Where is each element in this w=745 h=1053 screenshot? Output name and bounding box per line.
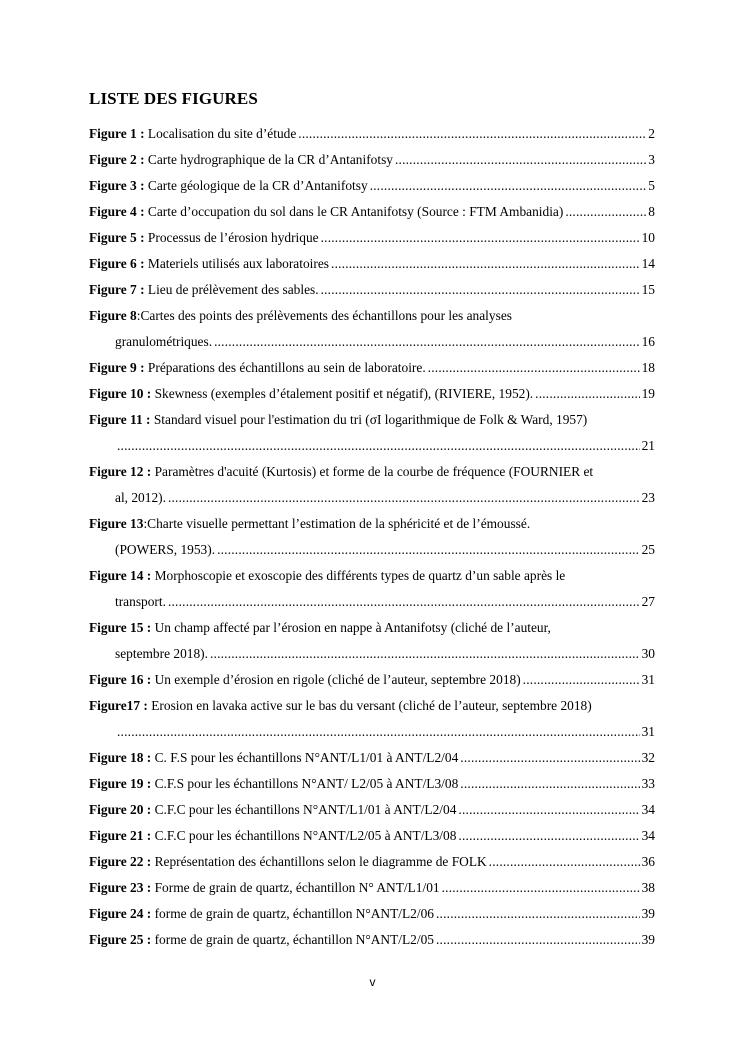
page-number: 25 — [641, 542, 655, 557]
toc-entry-line — [89, 355, 655, 381]
figure-label: Figure 3 : — [89, 178, 145, 193]
figure-label: Figure17 : — [89, 698, 148, 713]
figure-title: transport. — [115, 594, 166, 609]
page-number: 16 — [641, 334, 655, 349]
dot-leader — [210, 641, 640, 667]
toc-entry-line — [89, 667, 655, 693]
page-number: 33 — [641, 776, 655, 791]
figure-title: Skewness (exemples d’étalement positif et négatif), (RIVIERE, 1952). — [154, 386, 534, 401]
figure-label: Figure 2 : — [89, 152, 145, 167]
toc-entry[interactable] — [89, 277, 655, 303]
figure-title: forme de grain de quartz, échantillon N°ANT/L2/05 — [154, 932, 434, 947]
toc-entry[interactable] — [89, 199, 655, 225]
toc-entry-line — [89, 797, 655, 823]
page-number: 5 — [648, 178, 655, 193]
figure-label: Figure 22 : — [89, 854, 152, 869]
toc-entry[interactable] — [89, 407, 655, 459]
page-number: 10 — [641, 230, 655, 245]
dot-leader — [460, 745, 639, 771]
figure-title: Préparations des échantillons au sein de laboratoire. — [147, 360, 426, 375]
toc-entry[interactable] — [89, 459, 655, 511]
figure-label: Figure 5 : — [89, 230, 145, 245]
toc-entry-line — [89, 823, 655, 849]
page-number: 38 — [641, 880, 655, 895]
toc-entry-continuation — [89, 485, 655, 511]
toc-entry-line — [89, 511, 655, 537]
toc-entry[interactable] — [89, 927, 655, 953]
figure-label: Figure 12 : — [89, 464, 152, 479]
toc-entry[interactable] — [89, 849, 655, 875]
figure-label: Figure 14 : — [89, 568, 152, 583]
figure-title: C.F.C pour les échantillons N°ANT/L2/05 à ANT/L3/08 — [154, 828, 457, 843]
figure-title: Standard visuel pour l'estimation du tri (σI logarithmique de Folk & Ward, 1957) — [153, 412, 588, 427]
dot-leader — [217, 537, 640, 563]
figure-label: Figure 23 : — [89, 880, 152, 895]
dot-leader — [489, 849, 640, 875]
figure-title: Carte d’occupation du sol dans le CR Antanifotsy (Source : FTM Ambanidia) — [147, 204, 564, 219]
page-number: 2 — [648, 126, 655, 141]
figure-label: Figure 10 : — [89, 386, 152, 401]
page-number: 31 — [641, 724, 655, 739]
toc-entry-line — [89, 225, 655, 251]
toc-entry-line — [89, 745, 655, 771]
figure-label: Figure 13 — [89, 516, 144, 531]
page-number: 18 — [641, 360, 655, 375]
toc-entry-line — [89, 251, 655, 277]
toc-entry-line — [89, 459, 655, 485]
figure-list — [89, 121, 655, 953]
toc-entry[interactable] — [89, 875, 655, 901]
figure-title: Localisation du site d’étude — [147, 126, 297, 141]
figure-title: Forme de grain de quartz, échantillon N° ANT/L1/01 — [154, 880, 440, 895]
dot-leader — [168, 589, 640, 615]
dot-leader — [168, 485, 640, 511]
figure-label: Figure 7 : — [89, 282, 145, 297]
figure-label: Figure 25 : — [89, 932, 152, 947]
figure-label: Figure 9 : — [89, 360, 145, 375]
dot-leader — [442, 875, 640, 901]
toc-entry[interactable] — [89, 381, 655, 407]
toc-entry-line — [89, 693, 655, 719]
figure-label: Figure 8 — [89, 308, 137, 323]
toc-entry-continuation — [89, 537, 655, 563]
figure-label: Figure 24 : — [89, 906, 152, 921]
figure-label: Figure 19 : — [89, 776, 152, 791]
figure-title: Processus de l’érosion hydrique — [147, 230, 319, 245]
figure-title: Materiels utilisés aux laboratoires — [147, 256, 330, 271]
page-number: 34 — [641, 802, 655, 817]
toc-entry[interactable] — [89, 121, 655, 147]
toc-entry-line — [89, 771, 655, 797]
toc-entry-line — [89, 199, 655, 225]
toc-entry[interactable] — [89, 355, 655, 381]
toc-entry[interactable] — [89, 303, 655, 355]
dot-leader — [436, 901, 640, 927]
figure-label: Figure 1 : — [89, 126, 145, 141]
figure-title: Lieu de prélèvement des sables. — [147, 282, 319, 297]
figure-title: Un exemple d’érosion en rigole (cliché de l’auteur, septembre 2018) — [154, 672, 521, 687]
toc-entry[interactable] — [89, 667, 655, 693]
figure-title: Cartes des points des prélèvements des échantillons pour les analyses — [140, 308, 512, 323]
dot-leader — [298, 121, 646, 147]
toc-entry-line — [89, 901, 655, 927]
figure-title: C.F.S pour les échantillons N°ANT/ L2/05 à ANT/L3/08 — [154, 776, 459, 791]
toc-entry[interactable] — [89, 147, 655, 173]
dot-leader — [535, 381, 639, 407]
toc-entry[interactable] — [89, 615, 655, 667]
toc-entry[interactable] — [89, 797, 655, 823]
toc-entry-line — [89, 381, 655, 407]
toc-entry[interactable] — [89, 563, 655, 615]
page-number: 21 — [641, 438, 655, 453]
dot-leader — [565, 199, 646, 225]
page-number: 3 — [648, 152, 655, 167]
toc-entry-continuation — [89, 719, 655, 745]
toc-entry[interactable] — [89, 251, 655, 277]
page-number: 15 — [641, 282, 655, 297]
figure-title: Un champ affecté par l’érosion en nappe à Antanifotsy (cliché de l’auteur, — [154, 620, 551, 635]
figure-title: Charte visuelle permettant l’estimation de la sphéricité et de l’émoussé. — [147, 516, 531, 531]
dot-leader — [460, 771, 639, 797]
label-separator: : — [143, 516, 148, 531]
dot-leader — [117, 433, 640, 459]
toc-entry[interactable] — [89, 901, 655, 927]
toc-entry-line — [89, 875, 655, 901]
figure-label: Figure 16 : — [89, 672, 152, 687]
page-number: 30 — [641, 646, 655, 661]
dot-leader — [214, 329, 640, 355]
toc-entry-continuation — [89, 433, 655, 459]
label-separator: : — [136, 308, 141, 323]
toc-entry-line — [89, 277, 655, 303]
figure-title: Morphoscopie et exoscopie des différents types de quartz d’un sable après le — [154, 568, 566, 583]
toc-entry[interactable] — [89, 745, 655, 771]
page-title: LISTE DES FIGURES — [89, 89, 258, 108]
page-number: 8 — [648, 204, 655, 219]
toc-entry[interactable] — [89, 823, 655, 849]
figure-title: al, 2012). — [115, 490, 166, 505]
figure-label: Figure 18 : — [89, 750, 152, 765]
figure-title: septembre 2018). — [115, 646, 208, 661]
toc-entry[interactable] — [89, 511, 655, 563]
dot-leader — [331, 251, 640, 277]
toc-entry[interactable] — [89, 225, 655, 251]
figure-title: forme de grain de quartz, échantillon N°ANT/L2/06 — [154, 906, 434, 921]
page-number: 39 — [641, 932, 655, 947]
dot-leader — [321, 277, 640, 303]
toc-entry-continuation — [89, 641, 655, 667]
figure-title: (POWERS, 1953). — [115, 542, 216, 557]
toc-entry-line — [89, 615, 655, 641]
toc-entry-line — [89, 147, 655, 173]
toc-entry-continuation — [89, 329, 655, 355]
toc-entry-line — [89, 849, 655, 875]
figure-title: Erosion en lavaka active sur le bas du versant (cliché de l’auteur, septembre 2018) — [151, 698, 592, 713]
toc-entry[interactable] — [89, 173, 655, 199]
figure-label: Figure 15 : — [89, 620, 152, 635]
figure-label: Figure 21 : — [89, 828, 152, 843]
toc-entry-line — [89, 407, 655, 433]
dot-leader — [428, 355, 640, 381]
toc-entry-continuation — [89, 589, 655, 615]
figure-label: Figure 6 : — [89, 256, 145, 271]
toc-entry-line — [89, 927, 655, 953]
page-number: 39 — [641, 906, 655, 921]
toc-entry-line — [89, 303, 655, 329]
toc-entry-line — [89, 121, 655, 147]
toc-entry[interactable] — [89, 693, 655, 745]
figure-title: Carte géologique de la CR d’Antanifotsy — [147, 178, 368, 193]
dot-leader — [370, 173, 647, 199]
page-number: 14 — [641, 256, 655, 271]
dot-leader — [117, 719, 640, 745]
figure-label: Figure 20 : — [89, 802, 152, 817]
figure-title: Carte hydrographique de la CR d’Antanifotsy — [147, 152, 393, 167]
figure-title: Paramètres d'acuité (Kurtosis) et forme de la courbe de fréquence (FOURNIER et — [154, 464, 594, 479]
dot-leader — [321, 225, 640, 251]
toc-entry-line — [89, 173, 655, 199]
dot-leader — [395, 147, 646, 173]
toc-entry[interactable] — [89, 771, 655, 797]
page-number: 36 — [641, 854, 655, 869]
page-number: 31 — [641, 672, 655, 687]
page-number: 32 — [641, 750, 655, 765]
dot-leader — [458, 797, 639, 823]
dot-leader — [436, 927, 640, 953]
page-number: 23 — [641, 490, 655, 505]
toc-entry-line — [89, 563, 655, 589]
dot-leader — [523, 667, 640, 693]
figure-title: Représentation des échantillons selon le diagramme de FOLK — [154, 854, 487, 869]
page-number: 27 — [641, 594, 655, 609]
page-number: 19 — [641, 386, 655, 401]
page-number: 34 — [641, 828, 655, 843]
figure-title: C. F.S pour les échantillons N°ANT/L1/01 à ANT/L2/04 — [154, 750, 459, 765]
figure-title: granulométriques. — [115, 334, 213, 349]
figure-title: C.F.C pour les échantillons N°ANT/L1/01 à ANT/L2/04 — [154, 802, 457, 817]
page-number-footer: v — [369, 975, 376, 989]
figure-label: Figure 11 : — [89, 412, 151, 427]
dot-leader — [458, 823, 639, 849]
figure-label: Figure 4 : — [89, 204, 145, 219]
